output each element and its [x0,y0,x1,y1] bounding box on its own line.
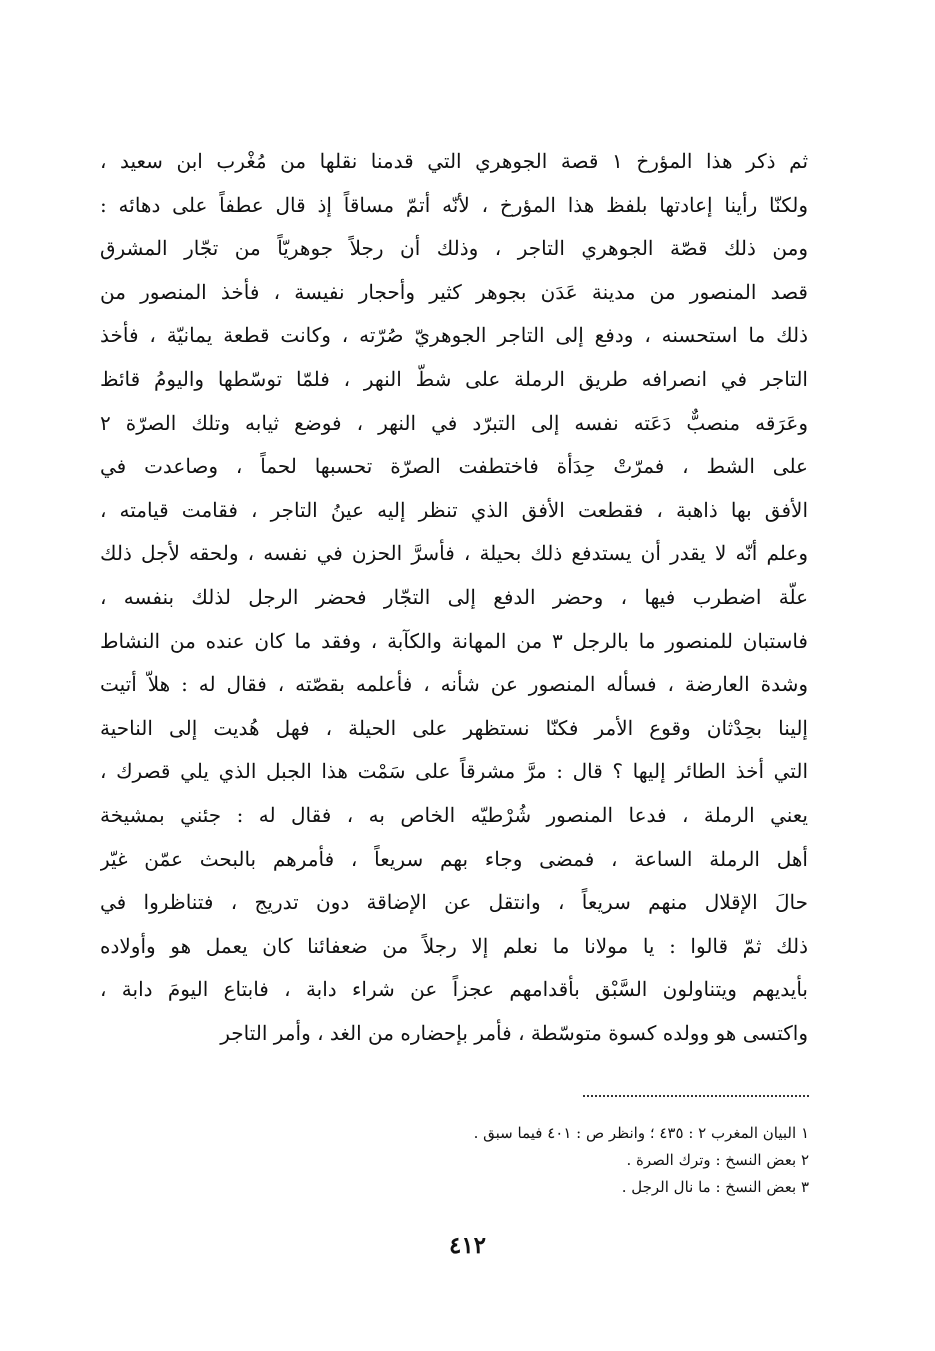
text-line: ولكنّا رأينا إعادتها بلفظ هذا المؤرخ ، لأنّه أتمّ مساقاً إذ قال عطفاً على دهائه : [100,192,808,217]
footnote-1: ١ البيان المغرب ٢ : ٤٣٥ ؛ وانظر ص : ٤٠١ فيما سبق . [473,1124,809,1142]
footnote-3: ٣ بعض النسخ : ما نال الرجل . [621,1178,809,1196]
text-line: ذلك ثمّ قالوا : يا مولانا ما نعلم إلا رجلاً من ضعفائنا كان يعمل هو وأولاده [100,933,808,958]
text-line: حالَ الإقلال منهم سريعاً ، وانتقل عن الإضاقة دون تدريج ، فتناظروا في [100,890,808,915]
text-line: الأفق بها ذاهبة ، فقطعت الأفق الذي تنظر إليه عينُ التاجر ، فقامت قيامته ، [100,497,808,522]
text-line: ذلك ما استحسنه ، ودفع إلى التاجر الجوهريّ صُرّته ، وكانت قطعة يمانيّة ، فأخذ [100,323,808,348]
text-line: بأيديهم ويتناولون السَّبْق بأقدامهم عجزاً عن شراء دابة ، فابتاع اليومَ دابة ، [100,977,808,1002]
footnote-separator [583,1095,809,1097]
text-line: فاستبان للمنصور ما بالرجل ٣ من المهانة والكآبة ، وفقد ما كان عنده من النشاط [100,628,808,653]
text-line: واكتسى هو وولده كسوة متوسّطة ، فأمر بإحضاره من الغد ، وأمر التاجر [220,1020,808,1045]
text-line: يعني الرملة ، فدعا المنصور شُرْطيّه الخاص به ، فقال له : جئني بمشيخة [100,802,808,827]
page-number: ٤١٢ [448,1232,487,1259]
body-text [100,140,808,1055]
text-line: وعلم أنّه لا يقدر أن يستدفع ذلك بحيلة ، فأسرَّ الحزن في نفسه ، ولحقه لأجل ذلك [100,541,808,566]
text-line: أهل الرملة الساعة ، فمضى وجاء بهم سريعاً ، فأمرهم بالبحث عمّن غيّر [100,846,808,871]
footnote-2: ٢ بعض النسخ : وترك الصرة . [626,1151,809,1169]
text-line: وعَرَقه منصبٌّ دَعَته نفسه إلى التبرّد في النهر ، فوضع ثيابه وتلك الصرّة ٢ [100,410,808,435]
text-line: علّة اضطرب فيها ، وحضر الدفع إلى التجّار فحضر الرجل لذلك بنفسه ، [100,584,808,609]
text-line: ثم ذكر هذا المؤرخ ١ قصة الجوهري التي قدمنا نقلها من مُغْرب ابن سعيد ، [100,149,808,173]
text-line: التاجر في انصرافه طريق الرملة على شطّ النهر ، فلمّا توسّطها واليومُ قائظ [100,366,808,391]
text-line: ومن ذلك قصّة الجوهري التاجر ، وذلك أن رجلاً جوهريّاً من تجّار المشرق [100,236,808,261]
text-line: التي أخذ الطائر إليها ؟ قال : مرَّ مشرقاً على سَمْت هذا الجبل الذي يلي قصرك ، [100,759,808,784]
text-line: على الشط ، فمرّتْ حِدَأة فاختطفت الصرّة تحسبها لحماً ، وصاعدت في [100,454,808,479]
text-line: قصد المنصور من مدينة عَدَن بجوهر كثير وأحجار نفيسة ، فأخذ المنصور من [100,279,808,304]
text-line: وشدة العارضة ، فسأله المنصور عن شأنه ، فأعلمه بقصّته ، فقال له : هلاّ أتيت [100,672,808,697]
footnotes [474,1120,809,1201]
text-line: إلينا بحِدْثان وقوع الأمر فكنّا نستظهر على الحيلة ، فهل هُديت إلى الناحية [100,715,808,740]
